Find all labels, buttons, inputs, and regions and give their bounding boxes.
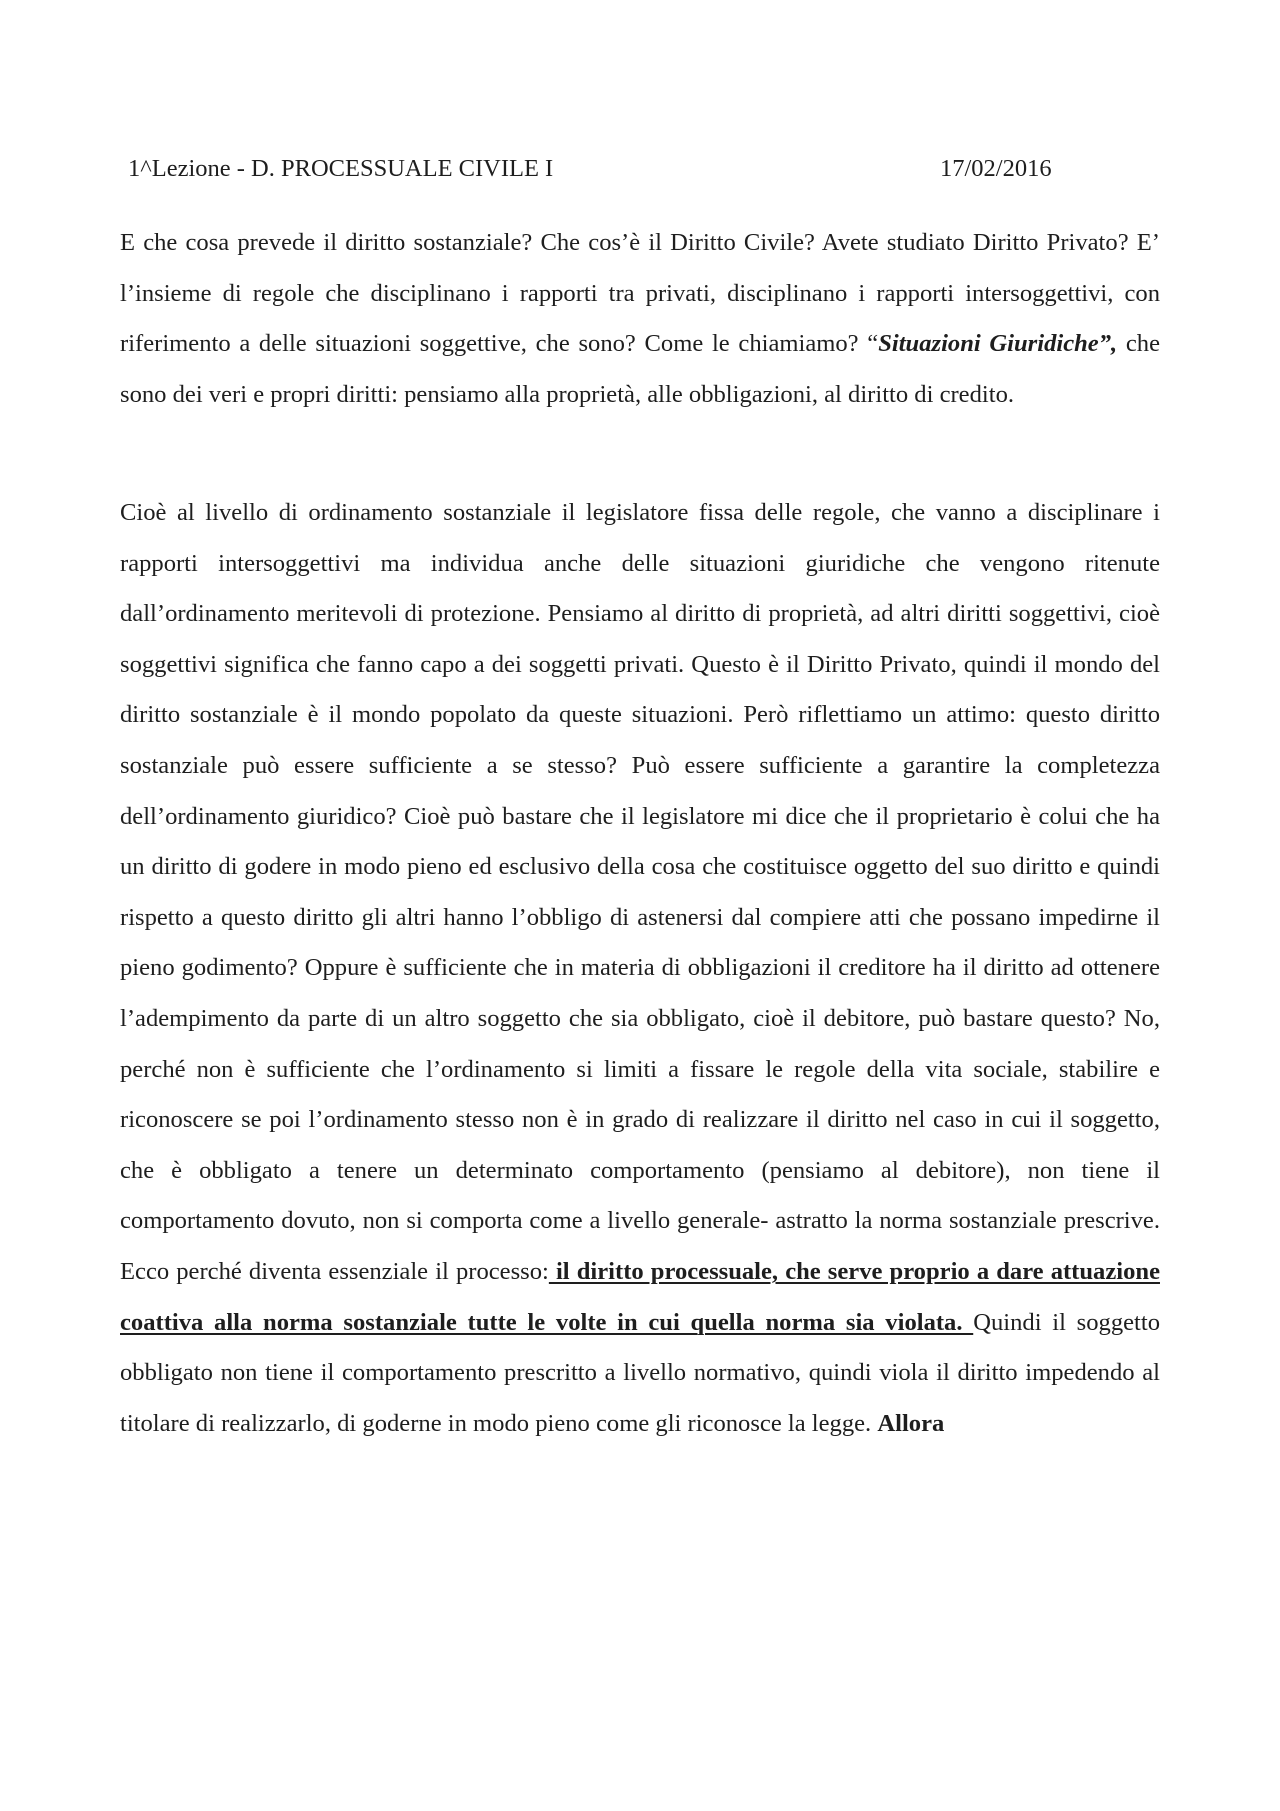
emphasis-diritto-processuale: il diritto processuale, che serve proprio a dare attuazione coattiva alla norma sostanziale tutte le volte in cui quella norma sia violata.	[120, 1257, 1160, 1336]
paragraph-substantive-law	[120, 218, 1160, 420]
paragraph-text: che sono dei veri e propri diritti: pensiamo alla proprietà, alle obbligazioni, al diritto di credito.	[120, 330, 1160, 408]
lecture-title: 1^Lezione - D. PROCESSUALE CIVILE I	[128, 155, 554, 182]
paragraph-text: E che cosa prevede il diritto sostanziale? Che cos’è il Diritto Civile? Avete studiato Diritto Privato? E’ l’insieme di regole che disciplinano i rapporti tra privati, disciplinano i rapporti intersoggettivi, con riferimento a delle situazioni soggettive, che sono? Come le chiamiamo? “	[120, 229, 1160, 358]
page-header	[128, 154, 1078, 184]
lecture-date: 17/02/2016	[940, 155, 1052, 182]
paragraph-text: Quindi il soggetto obbligato non tiene il comportamento prescritto a livello normativo, quindi viola il diritto impedendo al titolare di realizzarlo, di goderne in modo pieno come gli riconosce la legge.	[120, 1308, 1161, 1437]
emphasis-situazioni-giuridiche: Situazioni Giuridiche”,	[878, 330, 1118, 358]
paragraph-text: Cioè al livello di ordinamento sostanziale il legislatore fissa delle regole, che vanno a disciplinare i rapporti intersoggettivi ma individua anche delle situazioni giuridiche che vengono ritenute dall’ordinamento meritevoli di protezione. Pensiamo al diritto di proprietà, ad altri diritti soggettivi, cioè soggettivi significa che fanno capo a dei soggetti privati. Questo è il Diritto Privato, quindi il mondo del diritto sostanziale è il mondo popolato da queste situazioni. Però riflettiamo un attimo: questo diritto sostanziale può essere sufficiente a se stesso? Può essere sufficiente a garantire la completezza dell’ordinamento giuridico? Cioè può bastare che il legislatore mi dice che il proprietario è colui che ha un diritto di godere in modo pieno ed esclusivo della cosa che costituisce oggetto del suo diritto e quindi rispetto a questo diritto gli altri hanno l’obbligo di astenersi dal compiere atti che possano impedirne il pieno godimento? Oppure è sufficiente che in materia di obbligazioni il creditore ha il diritto ad ottenere l’adempimento da parte di un altro soggetto che sia obbligato, cioè il debitore, può bastare questo? No, perché non è sufficiente che l’ordinamento si limiti a fissare le regole della vita sociale, stabilire e riconoscere se poi l’ordinamento stesso non è in grado di realizzare il diritto nel caso in cui il soggetto, che è obbligato a tenere un determinato comportamento (pensiamo al debitore), non tiene il comportamento dovuto, non si comporta come a livello generale- astratto la norma sostanziale prescrive. Ecco perché diventa essenziale il processo:	[120, 499, 1160, 1285]
emphasis-allora: Allora	[877, 1409, 945, 1437]
paragraph-procedural-law	[120, 488, 1160, 1449]
